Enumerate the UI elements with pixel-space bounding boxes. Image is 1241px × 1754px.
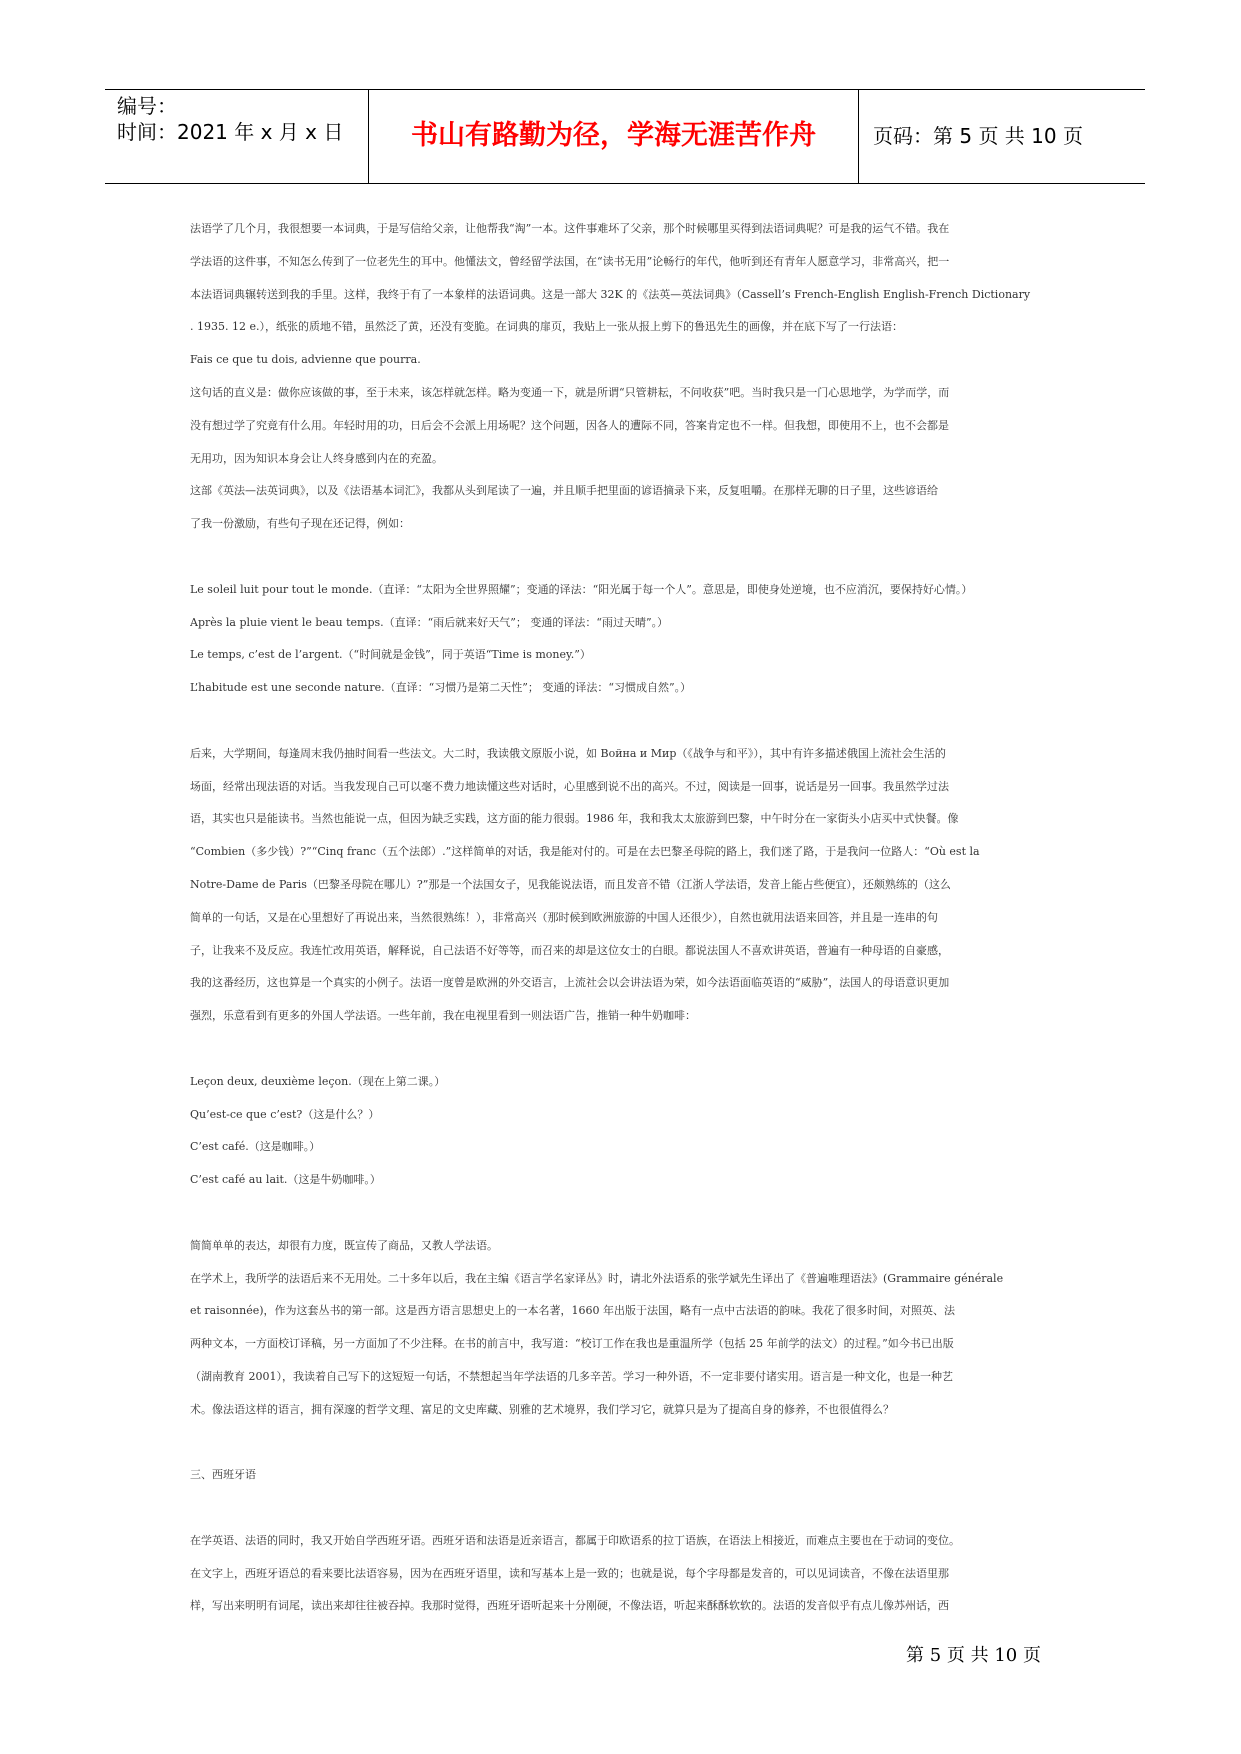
body-text-line: 子，让我来不及反应。我连忙改用英语，解释说，自己法语不好等等，而召来的却是这位女士的白眼。都说法国人不喜欢讲英语，普遍有一种母语的自豪感， <box>190 943 949 957</box>
header-motto: 书山有路勤为径，学海无涯苦作舟 <box>411 120 816 151</box>
body-text-line: 了我一份激励，有些句子现在还记得，例如： <box>190 517 410 531</box>
body-text-line: 三、西班牙语 <box>190 1468 256 1482</box>
paragraph-gap <box>190 1426 1060 1459</box>
body-text-line: C’est café.（这是咖啡。） <box>190 1140 321 1154</box>
header-motto-cell <box>369 90 859 183</box>
body-text-line: Le soleil luit pour tout le monde.（直译：“太阳为全世界照耀”；变通的译法：“阳光属于每一个人”。意思是，即使身处逆境，也不应消沉，要保持好心情。） <box>190 582 973 596</box>
body-text-line: et raisonnée)，作为这套丛书的第一部。这是西方语言思想史上的一本名著，1660 年出版于法国，略有一点中古法语的韵味。我花了很多时间，对照英、法 <box>190 1304 955 1318</box>
body-text-line: 术。像法语这样的语言，拥有深邃的哲学文理、富足的文史库藏、别雅的艺术境界，我们学习它，就算只是为了提高自身的修养，不也很值得么？ <box>190 1402 894 1416</box>
body-text-line: 本法语词典辗转送到我的手里。这样，我终于有了一本象样的法语词典。这是一部大 32K 的《法英—英法词典》（Cassell’s French-English English-French Dictionary <box>190 287 1031 301</box>
body-text-line: 这句话的直义是：做你应该做的事，至于未来，该怎样就怎样。略为变通一下，就是所谓“只管耕耘，不问收获”吧。当时我只是一门心思地学，为学而学，而 <box>190 385 950 399</box>
body-text-line: 我的这番经历，这也算是一个真实的小例子。法语一度曾是欧洲的外交语言，上流社会以会讲法语为荣，如今法语面临英语的“威胁”，法国人的母语意识更加 <box>190 976 950 990</box>
body-text-line: 在文字上，西班牙语总的看来要比法语容易，因为在西班牙语里，读和写基本上是一致的；也就是说，每个字母都是发音的，可以见词读音，不像在法语里那 <box>190 1566 949 1580</box>
body-text-line: 场面，经常出现法语的对话。当我发现自己可以毫不费力地读懂这些对话时，心里感到说不出的高兴。不过，阅读是一回事，说话是另一回事。我虽然学过法 <box>190 779 949 793</box>
body-text-line: 语，其实也只是能读书。当然也能说一点，但因为缺乏实践，这方面的能力很弱。1986 年，我和我太太旅游到巴黎，中午时分在一家街头小店买中式快餐。像 <box>190 812 959 826</box>
body-text-line: Qu’est-ce que c’est?（这是什么？） <box>190 1107 380 1121</box>
body-text-line: （湖南教育 2001），我读着自己写下的这短短一句话，不禁想起当年学法语的几多辛苦。学习一种外语，不一定非要付诸实用。语言是一种文化，也是一种艺 <box>190 1369 953 1383</box>
body-text-line: 后来，大学期间，每逢周末我仍抽时间看一些法文。大二时，我读俄文原版小说，如 Война и Мир（《战争与和平》），其中有许多描述俄国上流社会生活的 <box>190 746 946 760</box>
body-text-line: 学法语的这件事，不知怎么传到了一位老先生的耳中。他懂法文，曾经留学法国，在“读书无用”论畅行的年代，他听到还有青年人愿意学习，非常高兴，把一 <box>190 254 950 268</box>
paragraph-gap <box>190 541 1060 574</box>
body-text-line: Fais ce que tu dois, advienne que pourra. <box>190 353 421 367</box>
body-text-line: 简单的一句话，又是在心里想好了再说出来，当然很熟练！），非常高兴（那时候到欧洲旅游的中国人还很少），自然也就用法语来回答，并且是一连串的句 <box>190 910 938 924</box>
paragraph-gap <box>190 705 1060 738</box>
document-body <box>190 213 1060 1623</box>
body-text-line: Le temps, c’est de l’argent.（“时间就是金钱”，同于英语“Time is money.”） <box>190 648 591 662</box>
page-header <box>105 89 1145 184</box>
document-number-label: 编号： <box>117 94 177 118</box>
body-text-line: 法语学了几个月，我很想要一本词典，于是写信给父亲，让他帮我“淘”一本。这件事难坏了父亲，那个时候哪里买得到法语词典呢？可是我的运气不错。我在 <box>190 222 950 235</box>
body-text-line: 样，写出来明明有词尾，读出来却往往被吞掉。我那时觉得，西班牙语听起来十分刚硬，不像法语，听起来酥酥软软的。法语的发音似乎有点儿像苏州话，西 <box>190 1599 949 1613</box>
body-text-line: 在学术上，我所学的法语后来不无用处。二十多年以后，我在主编《语言学名家译丛》时，请北外法语系的张学斌先生译出了《普遍唯理语法》(Grammaire générale <box>190 1271 1004 1285</box>
body-text-line: 无用功，因为知识本身会让人终身感到内在的充盈。 <box>190 451 443 465</box>
paragraph-gap <box>190 1492 1060 1525</box>
body-text-line: 简简单单的表达，却很有力度，既宣传了商品，又教人学法语。 <box>190 1238 498 1252</box>
header-page-cell <box>859 90 1145 183</box>
body-text-line: 在学英语、法语的同时，我又开始自学西班牙语。西班牙语和法语是近亲语言，都属于印欧语系的拉丁语族，在语法上相接近，而难点主要也在于动词的变位。 <box>190 1533 960 1547</box>
paragraph-gap <box>190 1033 1060 1066</box>
body-text-line: Notre-Dame de Paris（巴黎圣母院在哪儿）?”那是一个法国女子，见我能说法语，而且发音不错（江浙人学法语，发音上能占些便宜），还颇熟练的（这么 <box>190 877 951 891</box>
paragraph-gap <box>190 1197 1060 1230</box>
body-text-line: 没有想过学了究竟有什么用。年轻时用的功，日后会不会派上用场呢？这个问题，因各人的遭际不同，答案肯定也不一样。但我想，即使用不上，也不会都是 <box>190 418 949 432</box>
body-text-line: 两种文本，一方面校订译稿，另一方面加了不少注释。在书的前言中，我写道：“校订工作在我也是重温所学（包括 25 年前学的法文）的过程。”如今书已出版 <box>190 1337 954 1351</box>
body-text-line: C’est café au lait.（这是牛奶咖啡。） <box>190 1173 381 1187</box>
body-text-line: “Combien（多少钱）?”“Cinq franc（五个法郎）.”这样简单的对话，我是能对付的。可是在去巴黎圣母院的路上，我们迷了路，于是我问一位路人：“Où est la <box>190 845 980 859</box>
header-page-code: 页码：第 5 页 共 10 页 <box>873 124 1083 148</box>
body-text-line: L’habitude est une seconde nature.（直译：“习惯乃是第二天性”； 变通的译法：“习惯成自然”。） <box>190 681 692 695</box>
header-meta-cell <box>105 90 369 183</box>
page-footer-number: 第 5 页 共 10 页 <box>906 1645 1041 1666</box>
body-text-line: . 1935. 12 e.），纸张的质地不错，虽然泛了黄，还没有变脆。在词典的扉页，我贴上一张从报上剪下的鲁迅先生的画像，并在底下写了一行法语： <box>190 320 903 334</box>
body-text-line: Après la pluie vient le beau temps.（直译：“雨后就来好天气”； 变通的译法：“雨过天晴”。） <box>190 615 669 629</box>
body-text-line: 这部《英法—法英词典》，以及《法语基本词汇》，我都从头到尾读了一遍，并且顺手把里面的谚语摘录下来，反复咀嚼。在那样无聊的日子里，这些谚语给 <box>190 484 938 498</box>
body-text-line: 强烈，乐意看到有更多的外国人学法语。一些年前，我在电视里看到一则法语广告，推销一种牛奶咖啡： <box>190 1009 696 1023</box>
body-text-line: Leçon deux, deuxième leçon.（现在上第二课。） <box>190 1074 446 1088</box>
document-time-label: 时间：2021 年 x 月 x 日 <box>117 120 344 144</box>
